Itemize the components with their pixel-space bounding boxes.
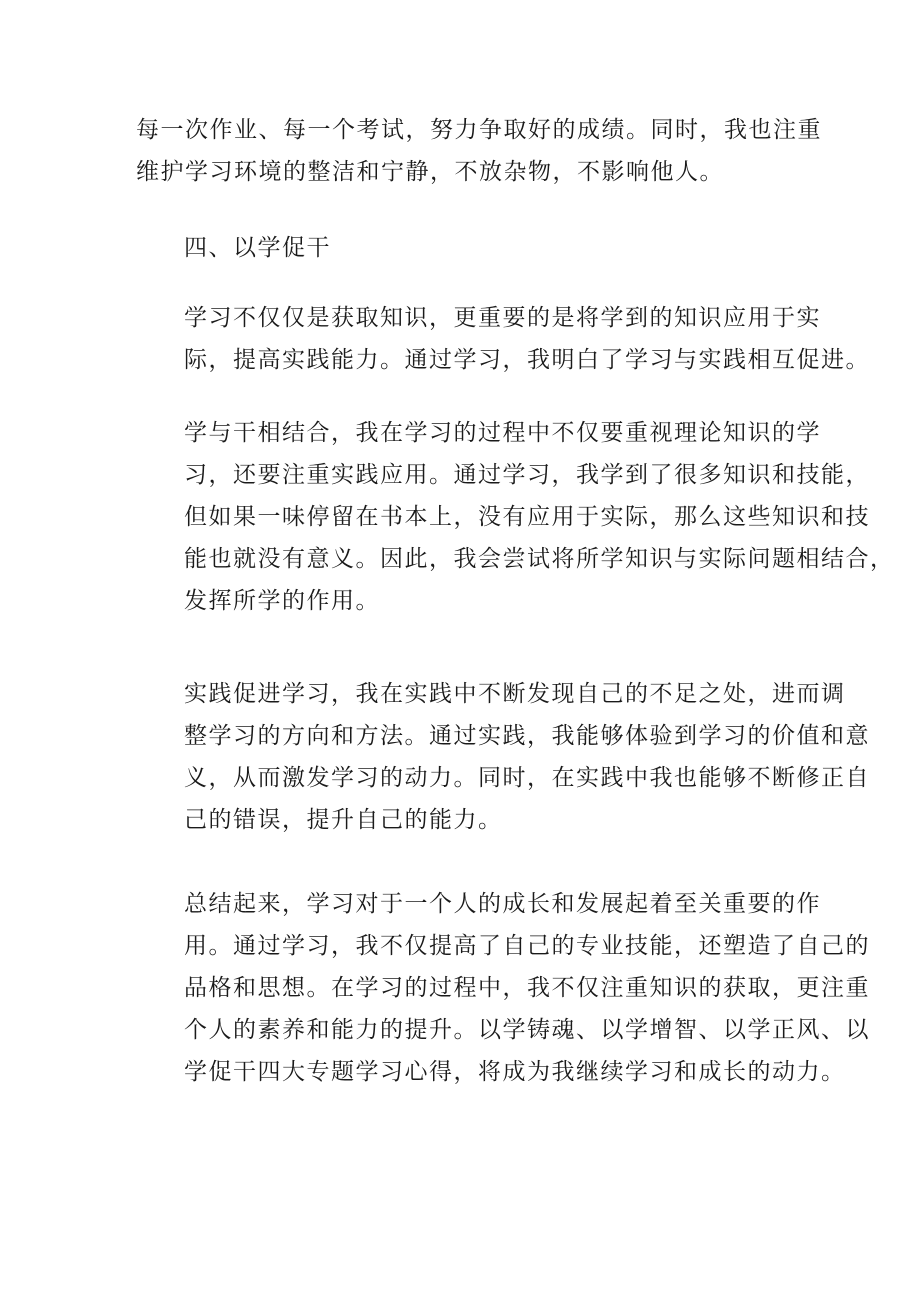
paragraph-line: 维护学习环境的整洁和宁静，不放杂物，不影响他人。 xyxy=(136,159,724,185)
paragraph-study-and-work xyxy=(136,412,895,622)
paragraph-line: 品格和思想。在学习的过程中，我不仅注重知识的获取，更注重 xyxy=(184,975,870,1001)
paragraph-line: 己的错误，提升自己的能力。 xyxy=(184,807,503,833)
paragraph-line: 际，提高实践能力。通过学习，我明白了学习与实践相互促进。 xyxy=(184,347,870,373)
paragraph-line: 学促干四大专题学习心得，将成为我继续学习和成长的动力。 xyxy=(184,1059,846,1085)
paragraph-line: 个人的素养和能力的提升。以学铸魂、以学增智、以学正风、以 xyxy=(184,1017,870,1043)
paragraph-line: 用。通过学习，我不仅提高了自己的专业技能，还塑造了自己的 xyxy=(184,933,870,959)
paragraph-line: 整学习的方向和方法。通过实践，我能够体验到学习的价值和意 xyxy=(184,723,870,749)
paragraph-line: 学习不仅仅是获取知识，更重要的是将学到的知识应用于实 xyxy=(184,305,821,331)
paragraph-line: 每一次作业、每一个考试，努力争取好的成绩。同时，我也注重 xyxy=(136,117,822,143)
section-heading-promote-work: 四、以学促干 xyxy=(184,235,331,261)
paragraph-line: 发挥所学的作用。 xyxy=(184,588,380,614)
paragraph-apply-knowledge xyxy=(136,297,870,381)
paragraph-line: 义，从而激发学习的动力。同时，在实践中我也能够不断修正自 xyxy=(184,765,870,791)
paragraph-conclusion xyxy=(136,883,870,1093)
paragraph-line: 能也就没有意义。因此，我会尝试将所学知识与实际问题相结合， xyxy=(184,546,895,572)
paragraph-line: 习，还要注重实践应用。通过学习，我学到了很多知识和技能， xyxy=(184,462,870,488)
paragraph-line: 总结起来，学习对于一个人的成长和发展起着至关重要的作 xyxy=(184,891,821,917)
paragraph-study-environment xyxy=(136,109,822,193)
paragraph-line: 实践促进学习，我在实践中不断发现自己的不足之处，进而调 xyxy=(184,681,846,707)
paragraph-practice-promotes-study xyxy=(136,673,870,841)
paragraph-line: 但如果一味停留在书本上，没有应用于实际，那么这些知识和技 xyxy=(184,504,870,530)
paragraph-line: 学与干相结合，我在学习的过程中不仅要重视理论知识的学 xyxy=(184,420,821,446)
